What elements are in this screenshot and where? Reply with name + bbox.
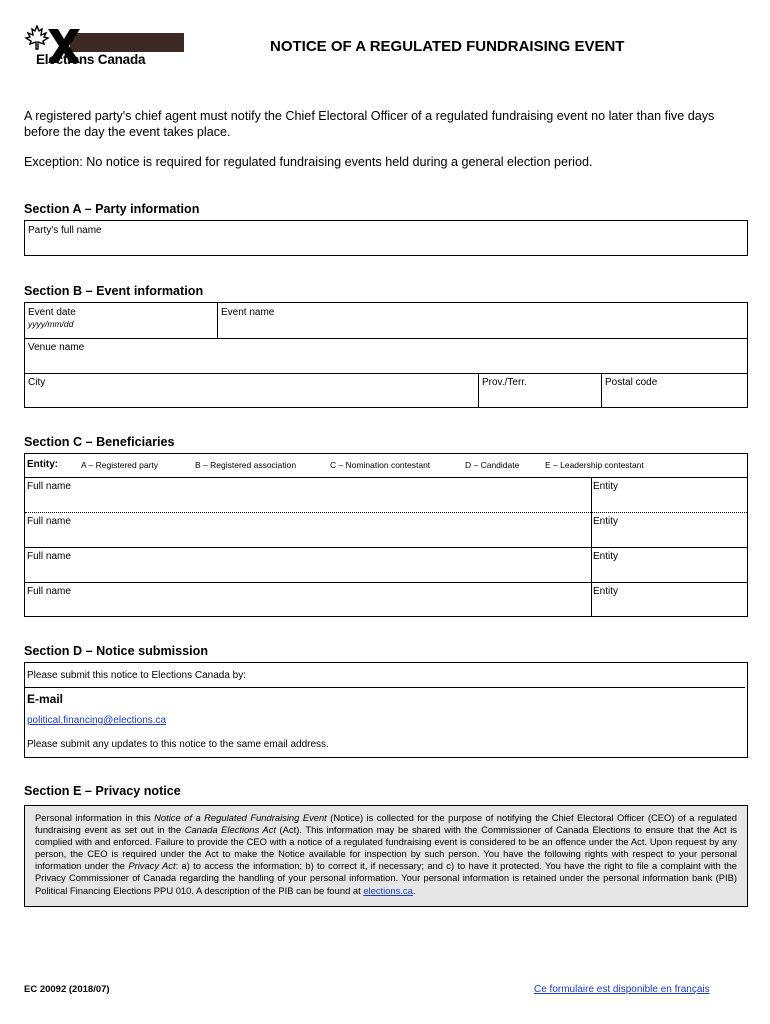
exception-note: Exception: No notice is required for regulated fundraising events held during a general election period. [24, 155, 593, 169]
event-name-field[interactable] [218, 303, 747, 338]
entity-option-b: B – Registered association [195, 460, 297, 470]
city-label: City [28, 377, 46, 388]
entity-option-c: C – Nomination contestant [330, 460, 431, 470]
privacy-text-italic: Canada Elections Act [184, 824, 276, 836]
beneficiary-1-entity-field[interactable] [592, 478, 747, 512]
section-d-title: Section D – Notice submission [24, 644, 209, 658]
event-name-label: Event name [221, 307, 275, 318]
notice-submission-box [24, 662, 748, 758]
beneficiary-2-name-field[interactable] [25, 513, 591, 547]
event-information-table [24, 302, 748, 408]
privacy-text: . [412, 884, 416, 896]
beneficiaries-table [24, 453, 748, 617]
privacy-text: : a) to access the information; b) to correct it, if necessary; and c) to have it protected. You have the right to file a complaint with the Privacy Commissioner of Canada regarding the handling of your personal information. Your personal information is retained under the personal information bank (PIB) Political Financing Elections PPU 010. A description of the PIB can be found at [35, 860, 737, 896]
beneficiary-entity-label: Entity [593, 516, 619, 527]
entity-option-d: D – Candidate [465, 460, 520, 470]
entity-legend [25, 454, 747, 477]
submit-instructions: Please submit this notice to Elections Canada by: [27, 670, 247, 681]
french-version-link[interactable]: Ce formulaire est disponible en français [534, 984, 710, 995]
province-label: Prov./Terr. [482, 377, 527, 388]
beneficiary-name-label: Full name [27, 516, 71, 527]
beneficiary-entity-label: Entity [593, 586, 619, 597]
beneficiary-3-entity-field[interactable] [592, 548, 747, 582]
beneficiary-2-entity-field[interactable] [592, 513, 747, 547]
document-title: NOTICE OF A REGULATED FUNDRAISING EVENT [270, 38, 625, 55]
beneficiary-entity-label: Entity [593, 551, 619, 562]
postal-code-field[interactable] [602, 374, 747, 407]
privacy-text: (Notice) is collected for the purpose of notifying the Chief Electoral Officer (CEO) of a regulated fundraising event as set out in the [35, 812, 737, 836]
updates-instructions: Please submit any updates to this notice to the same email address. [27, 739, 329, 750]
elections-ca-link[interactable]: elections.ca [363, 884, 413, 896]
privacy-text-italic: Privacy Act [128, 860, 176, 872]
beneficiary-3-name-field[interactable] [25, 548, 591, 582]
beneficiary-name-label: Full name [27, 481, 71, 492]
form-code: EC 20092 (2018/07) [24, 984, 110, 995]
beneficiary-4-name-field[interactable] [25, 583, 591, 616]
beneficiary-entity-label: Entity [593, 481, 619, 492]
section-b-title: Section B – Event information [24, 284, 204, 298]
beneficiary-1-name-field[interactable] [25, 478, 591, 512]
entity-option-a: A – Registered party [81, 460, 159, 470]
elections-canada-logo [24, 25, 164, 67]
privacy-text: (Act). This information may be shared with the Commissioner of Canada Elections to ensure that the Act is complied with and enforced. Failure to provide the CEO with a notice of a regulated fundraising event is considered to be an offence under the Act. Upon request by any person, the CEO is required under the Act to make the Notice available for inspection by such person. You have the following rights with respect to your personal information under the [35, 824, 737, 872]
event-date-format: yyyy/mm/dd [28, 319, 74, 329]
section-a-title: Section A – Party information [24, 202, 200, 216]
email-heading: E-mail [27, 692, 64, 706]
beneficiary-4-entity-field[interactable] [592, 583, 747, 616]
party-full-name-field[interactable] [24, 220, 748, 256]
privacy-notice [24, 805, 748, 907]
email-link[interactable]: political.financing@elections.ca [27, 715, 167, 726]
entity-option-e: E – Leadership contestant [545, 460, 644, 470]
event-date-field[interactable] [25, 303, 217, 338]
intro-paragraph: A registered party's chief agent must notify the Chief Electoral Officer of a regulated fundraising event no later than five days before the day the event takes place. [24, 109, 715, 139]
logo-bar [70, 33, 184, 52]
event-date-label: Event date [28, 307, 76, 318]
province-field[interactable] [479, 374, 601, 407]
venue-name-label: Venue name [28, 342, 85, 353]
section-c-title: Section C – Beneficiaries [24, 435, 175, 449]
logo-text: Elections Canada [36, 52, 146, 67]
entity-legend-label: Entity: [27, 459, 59, 470]
city-field[interactable] [25, 374, 478, 407]
privacy-text-italic: Notice of a Regulated Fundraising Event [154, 812, 327, 823]
section-e-title: Section E – Privacy notice [24, 784, 181, 798]
venue-name-field[interactable] [25, 339, 747, 373]
party-full-name-label: Party's full name [28, 225, 102, 236]
beneficiary-name-label: Full name [27, 551, 71, 562]
privacy-text: Personal information in this [35, 812, 155, 823]
beneficiary-name-label: Full name [27, 586, 71, 597]
postal-code-label: Postal code [605, 377, 658, 388]
